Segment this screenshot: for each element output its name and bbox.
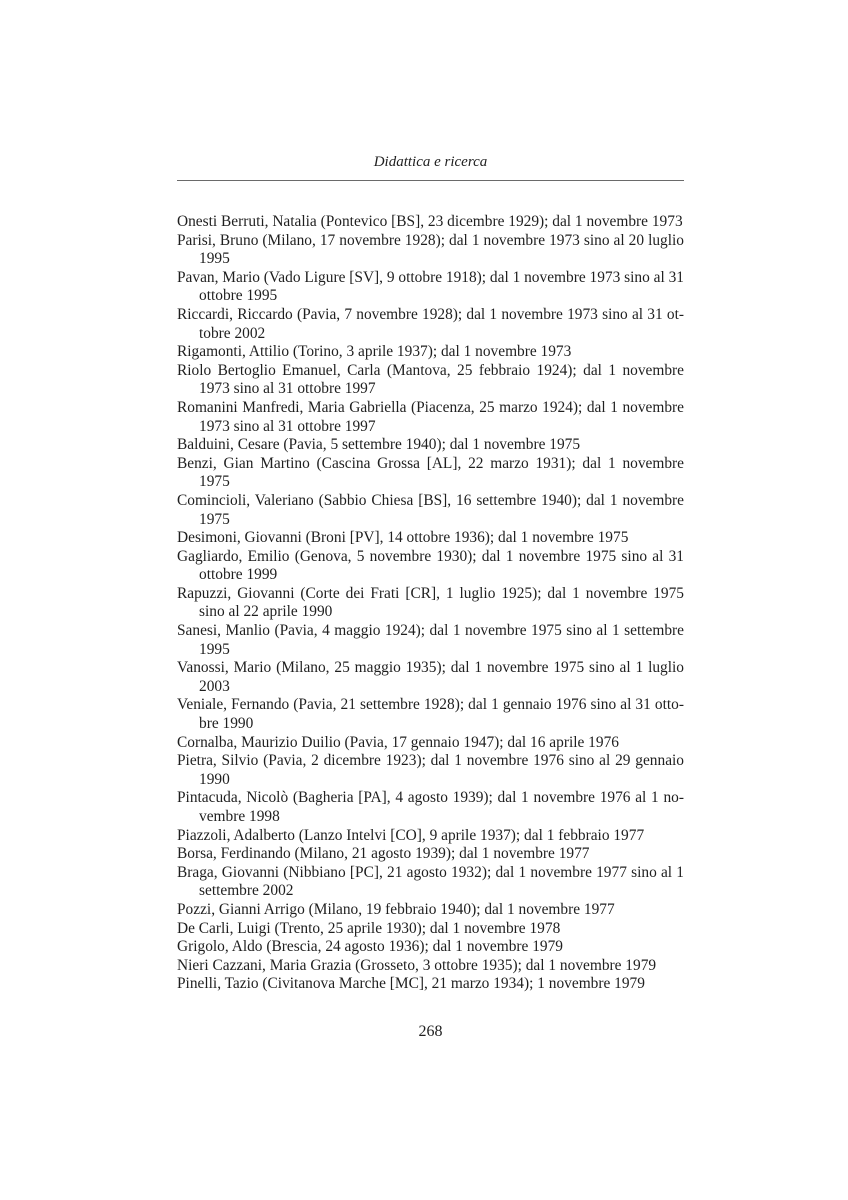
page-number: 268 [418, 1023, 443, 1040]
entry-list [177, 213, 684, 994]
list-item: Balduini, Cesare (Pavia, 5 settembre 1940); dal 1 novembre 1975 [177, 436, 581, 454]
list-item: Pintacuda, Nicolò (Bagheria [PA], 4 agosto 1939); dal 1 novembre 1976 al 1 novembre 1998 [177, 789, 684, 825]
list-item: Sanesi, Manlio (Pavia, 4 maggio 1924); dal 1 novembre 1975 sino al 1 settembre 1995 [177, 622, 684, 658]
list-item: Veniale, Fernando (Pavia, 21 settembre 1928); dal 1 gennaio 1976 sino al 31 ottobre 1990 [177, 696, 684, 733]
list-item: Vanossi, Mario (Milano, 25 maggio 1935); dal 1 novembre 1975 sino al 1 luglio 2003 [177, 659, 684, 695]
header-rule [177, 180, 684, 181]
list-item: Onesti Berruti, Natalia (Pontevico [BS], 23 dicembre 1929); dal 1 novembre 1973 [177, 213, 683, 230]
list-item: Riolo Bertoglio Emanuel, Carla (Mantova, 25 febbraio 1924); dal 1 novembre 1973 sino al 31 ottobre 1997 [177, 361, 684, 398]
list-item: Comincioli, Valeriano (Sabbio Chiesa [BS], 16 settembre 1940); dal 1 novembre 1975 [177, 491, 684, 528]
list-item: Pozzi, Gianni Arrigo (Milano, 19 febbraio 1940); dal 1 novembre 1977 [177, 900, 615, 918]
list-item: Desimoni, Giovanni (Broni [PV], 14 ottobre 1936); dal 1 novembre 1975 [177, 529, 629, 547]
list-item: Rigamonti, Attilio (Torino, 3 aprile 1937); dal 1 novembre 1973 [177, 343, 572, 361]
list-item: Braga, Giovanni (Nibbiano [PC], 21 agosto 1932); dal 1 novembre 1977 sino al 1 settembre 2002 [177, 863, 684, 900]
list-item: Pavan, Mario (Vado Ligure [SV], 9 ottobre 1918); dal 1 novembre 1973 sino al 31 ottobre 1995 [177, 268, 684, 305]
list-item: Romanini Manfredi, Maria Gabriella (Piacenza, 25 marzo 1924); dal 1 novembre 1973 sino al 31 ottobre 1997 [177, 398, 684, 435]
list-item: De Carli, Luigi (Trento, 25 aprile 1930); dal 1 novembre 1978 [177, 919, 561, 937]
list-item: Parisi, Bruno (Milano, 17 novembre 1928); dal 1 novembre 1973 sino al 20 luglio 1995 [177, 231, 684, 268]
list-item: Cornalba, Maurizio Duilio (Pavia, 17 gennaio 1947); dal 16 aprile 1976 [177, 733, 619, 751]
list-item: Grigolo, Aldo (Brescia, 24 agosto 1936); dal 1 novembre 1979 [177, 938, 563, 956]
list-item: Riccardi, Riccardo (Pavia, 7 novembre 1928); dal 1 novembre 1973 sino al 31 ottobre 2002 [177, 305, 684, 342]
list-item: Pinelli, Tazio (Civitanova Marche [MC], 21 marzo 1934); 1 novembre 1979 [177, 975, 645, 993]
list-item: Pietra, Silvio (Pavia, 2 dicembre 1923); dal 1 novembre 1976 sino al 29 gennaio 1990 [177, 752, 684, 788]
list-item: Rapuzzi, Giovanni (Corte dei Frati [CR], 1 luglio 1925); dal 1 novembre 1975 sino al 22 aprile 1990 [177, 584, 684, 621]
list-item: Gagliardo, Emilio (Genova, 5 novembre 1930); dal 1 novembre 1975 sino al 31 ottobre 1999 [177, 547, 684, 584]
list-item: Benzi, Gian Martino (Cascina Grossa [AL], 22 marzo 1931); dal 1 novembre 1975 [177, 454, 684, 491]
list-item: Borsa, Ferdinando (Milano, 21 agosto 1939); dal 1 novembre 1977 [177, 845, 590, 863]
list-item: Nieri Cazzani, Maria Grazia (Grosseto, 3 ottobre 1935); dal 1 novembre 1979 [177, 956, 657, 974]
running-header: Didattica e ricerca [373, 154, 488, 170]
list-item: Piazzoli, Adalberto (Lanzo Intelvi [CO], 9 aprile 1937); dal 1 febbraio 1977 [177, 826, 645, 844]
